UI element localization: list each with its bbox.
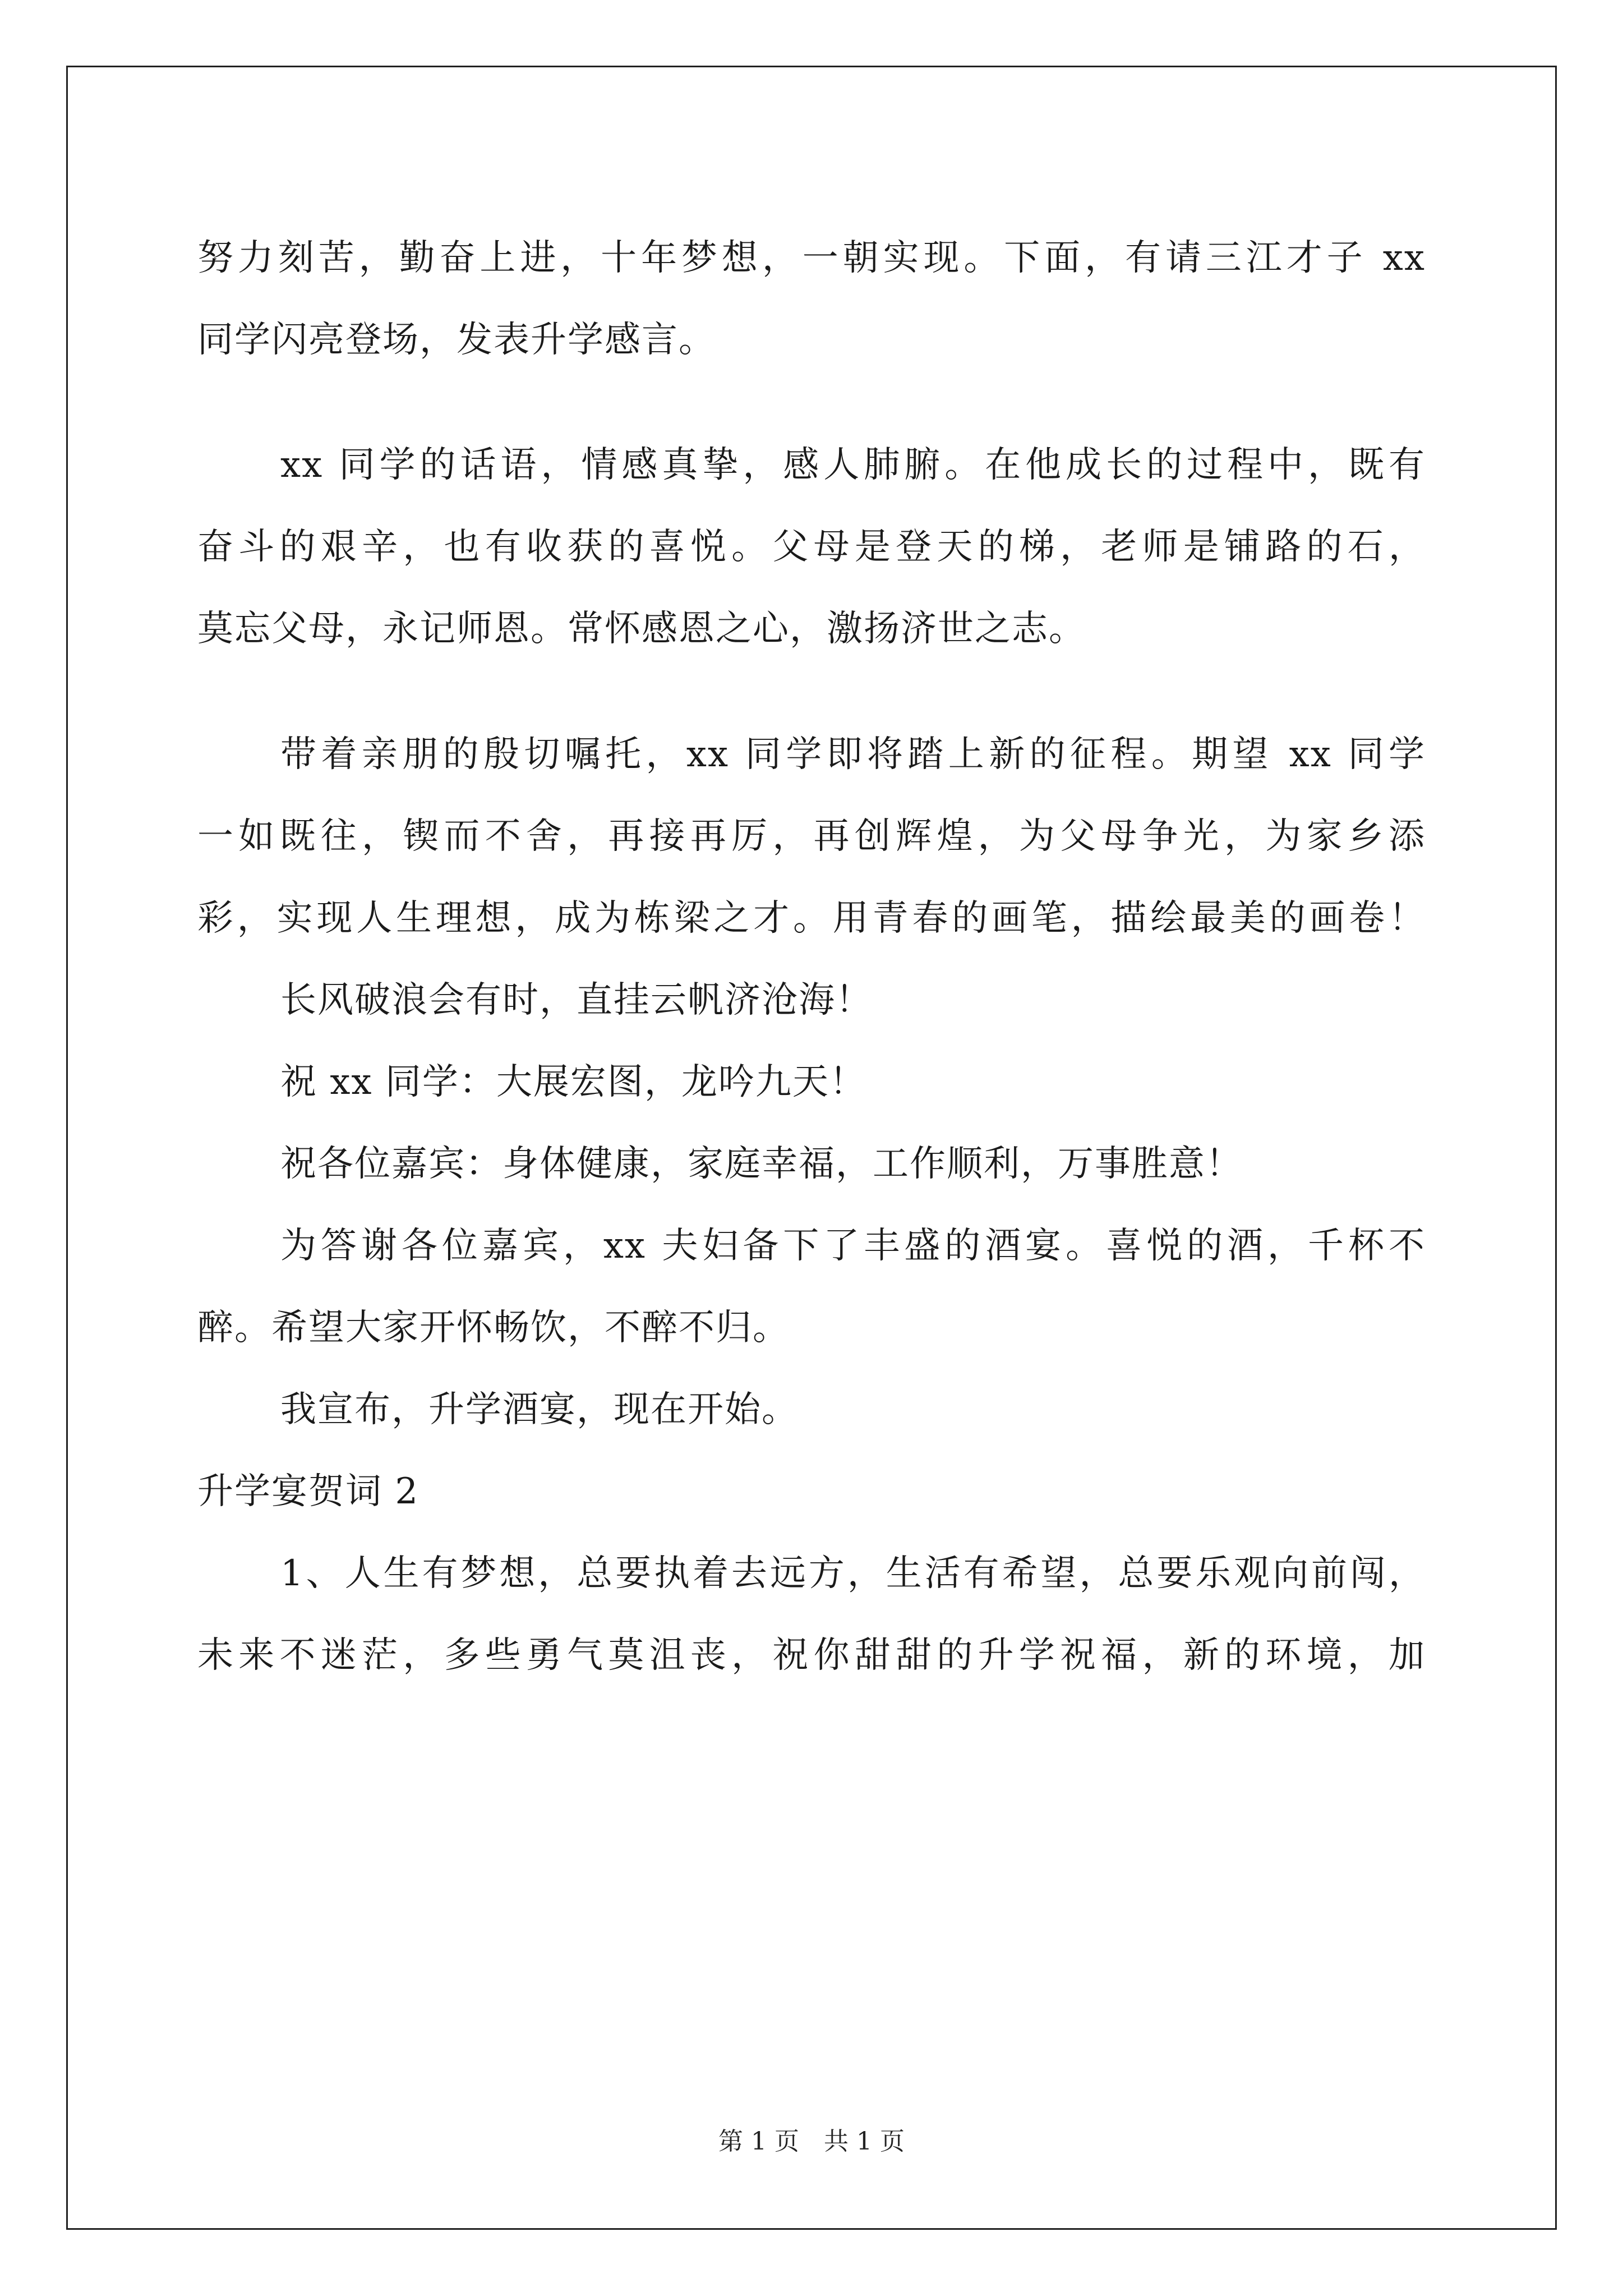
text-line: 1、人生有梦想，总要执着去远方，生活有希望，总要乐观向前闯， — [280, 1553, 1426, 1594]
text-line: 长风破浪会有时，直挂云帆济沧海！ — [280, 979, 873, 1021]
section-heading: 升学宴贺词 2 — [197, 1471, 419, 1512]
text-line: 为答谢各位嘉宾，xx 夫妇备下了丰盛的酒宴。喜悦的酒，千杯不 — [280, 1225, 1426, 1267]
text-line: 祝 xx 同学：大展宏图，龙吟九天！ — [280, 1061, 866, 1103]
text-line: xx 同学的话语，情感真挚，感人肺腑。在他成长的过程中，既有 — [280, 444, 1426, 486]
text-line: 一如既往，锲而不舍，再接再厉，再创辉煌，为父母争光，为家乡添 — [197, 816, 1426, 857]
page-footer: 第 1 页 共 1 页 — [718, 2127, 905, 2156]
text-line: 我宣布，升学酒宴，现在开始。 — [280, 1389, 799, 1430]
text-line: 彩，实现人生理想，成为栋梁之才。用青春的画笔，描绘最美的画卷！ — [197, 898, 1426, 939]
text-line: 带着亲朋的殷切嘱托，xx 同学即将踏上新的征程。期望 xx 同学 — [280, 734, 1426, 775]
text-line: 莫忘父母，永记师恩。常怀感恩之心，激扬济世之志。 — [197, 608, 1086, 650]
text-line: 努力刻苦，勤奋上进，十年梦想，一朝实现。下面，有请三江才子 xx — [197, 237, 1426, 279]
text-line: 奋斗的艰辛，也有收获的喜悦。父母是登天的梯，老师是铺路的石， — [197, 526, 1426, 568]
text-line: 同学闪亮登场，发表升学感言。 — [197, 319, 716, 361]
text-line: 未来不迷茫，多些勇气莫沮丧，祝你甜甜的升学祝福，新的环境，加 — [197, 1635, 1426, 1676]
text-line: 祝各位嘉宾：身体健康，家庭幸福，工作顺利，万事胜意！ — [280, 1143, 1243, 1185]
text-line: 醉。希望大家开怀畅饮，不醉不归。 — [197, 1307, 790, 1349]
